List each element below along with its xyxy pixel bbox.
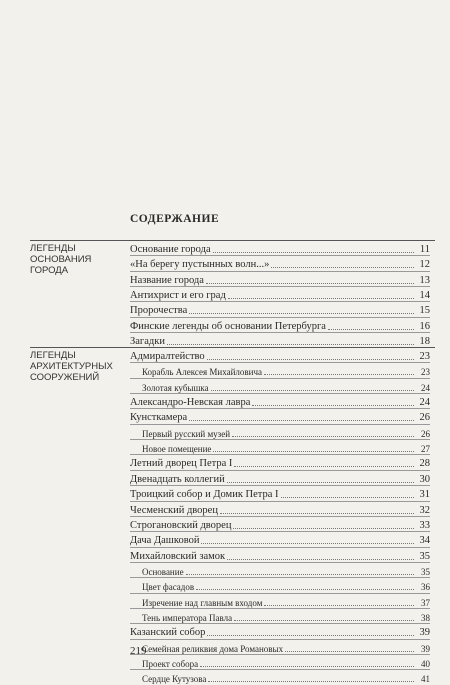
entry-title: Первый русский музей <box>142 428 231 439</box>
entry-page-number: 16 <box>419 320 430 332</box>
entry-page-number: 37 <box>421 597 430 608</box>
dot-leader <box>232 436 414 437</box>
entry-title: Золотая кубышка <box>142 382 209 393</box>
toc-subentry[interactable] <box>142 639 430 655</box>
entry-page-number: 40 <box>421 659 430 669</box>
section-label <box>30 243 120 276</box>
dot-leader <box>234 466 414 467</box>
dot-leader <box>211 390 414 391</box>
dot-leader <box>213 252 414 253</box>
page-title: СОДЕРЖАНИЕ <box>130 213 220 225</box>
dot-leader <box>220 513 414 514</box>
entry-page-number: 35 <box>421 566 430 577</box>
entry-page-number: 41 <box>421 674 430 685</box>
entry-page-number: 32 <box>419 504 430 516</box>
toc-entry[interactable] <box>130 501 430 517</box>
entry-page-number: 33 <box>419 519 430 531</box>
dot-leader <box>200 666 414 667</box>
toc-entry[interactable] <box>130 454 430 470</box>
entry-title: Финские легенды об основании Петербурга <box>130 320 326 332</box>
section-label-line: ОСНОВАНИЯ <box>30 254 92 265</box>
dot-leader <box>233 528 414 529</box>
entry-title: Кунсткамера <box>130 412 188 424</box>
entry-title: Сердце Кутузова <box>142 674 207 685</box>
toc-subentry[interactable] <box>142 669 430 685</box>
entry-title: Строгановский дворец <box>130 519 232 531</box>
toc-entry[interactable] <box>130 408 430 424</box>
dot-leader <box>264 605 414 606</box>
entry-page-number: 30 <box>419 473 430 485</box>
dot-leader <box>264 374 414 375</box>
entry-title: Антихрист и его град <box>130 290 226 302</box>
entry-title: Александро-Невская лавра <box>130 397 251 409</box>
entry-title: Троицкий собор и Домик Петра I <box>130 489 279 501</box>
dot-leader <box>227 482 414 483</box>
toc-subentry[interactable] <box>142 577 430 593</box>
page-number: 219 <box>130 645 147 657</box>
toc-entry[interactable] <box>130 240 430 256</box>
entry-title: Название города <box>130 274 204 286</box>
dot-leader <box>201 543 414 544</box>
entry-title: Летний дворец Петра I <box>130 458 233 470</box>
entry-title: Казанский собор <box>130 627 206 639</box>
entry-title: Проект собора <box>142 659 199 669</box>
dot-leader <box>328 329 414 330</box>
dot-leader <box>189 420 414 421</box>
toc-entry[interactable] <box>130 271 430 287</box>
dot-leader <box>271 267 414 268</box>
entry-title: Загадки <box>130 336 165 348</box>
entry-page-number: 28 <box>419 458 430 470</box>
toc-entry[interactable] <box>130 317 430 333</box>
entry-page-number: 26 <box>421 428 430 439</box>
entry-page-number: 34 <box>419 535 430 547</box>
toc-entry[interactable] <box>130 547 430 563</box>
dot-leader <box>252 405 414 406</box>
dot-leader <box>189 313 414 314</box>
toc-subentry[interactable] <box>142 608 430 624</box>
entry-title: Изречение над главным входом <box>142 597 263 608</box>
toc-entry[interactable] <box>130 485 430 501</box>
section-label-line: ЛЕГЕНДЫ <box>30 350 76 361</box>
dot-leader <box>206 283 414 284</box>
toc-entry[interactable] <box>130 255 430 271</box>
entry-page-number: 26 <box>419 412 430 424</box>
entry-page-number: 36 <box>421 582 430 593</box>
entry-page-number: 11 <box>419 244 430 255</box>
entry-page-number: 13 <box>419 274 430 286</box>
entry-page-number: 23 <box>421 367 430 378</box>
entry-page-number: 27 <box>421 444 430 455</box>
section-label-line: АРХИТЕКТУРНЫХ <box>30 361 113 372</box>
toc-subentry[interactable] <box>142 593 430 609</box>
entry-title: Михайловский замок <box>130 550 226 562</box>
entry-page-number: 31 <box>419 489 430 501</box>
dot-leader <box>167 344 414 345</box>
section-label-line: СООРУЖЕНИЙ <box>30 372 100 383</box>
toc-entry[interactable] <box>130 531 430 547</box>
toc-entry[interactable] <box>130 332 430 348</box>
dot-leader <box>234 620 414 621</box>
entry-title: Основание города <box>130 244 211 255</box>
entry-title: Семейная реликвия дома Романовых <box>142 643 284 654</box>
entry-page-number: 15 <box>419 305 430 317</box>
dot-leader <box>285 651 414 652</box>
entry-title: Основание <box>142 566 184 577</box>
toc-entry[interactable] <box>130 393 430 409</box>
dot-leader <box>213 451 414 452</box>
toc-entry[interactable] <box>130 516 430 532</box>
entry-page-number: 35 <box>419 550 430 562</box>
dot-leader <box>281 497 414 498</box>
entry-page-number: 39 <box>419 627 430 639</box>
entry-page-number: 12 <box>419 259 430 271</box>
toc-subentry[interactable] <box>142 424 430 440</box>
toc-entry[interactable] <box>130 623 430 639</box>
entry-title: Адмиралтейство <box>130 351 205 362</box>
entry-page-number: 38 <box>421 612 430 623</box>
entry-title: Двенадцать коллегий <box>130 473 225 485</box>
entry-title: Дача Дашковой <box>130 535 200 547</box>
entry-title: Цвет фасадов <box>142 582 195 593</box>
toc-subentry[interactable] <box>142 378 430 394</box>
entry-page-number: 39 <box>421 643 430 654</box>
entry-page-number: 18 <box>419 336 430 348</box>
entry-title: Пророчества <box>130 305 188 317</box>
dot-leader <box>228 298 414 299</box>
entry-page-number: 24 <box>419 397 430 409</box>
dot-leader <box>208 681 414 682</box>
dot-leader <box>196 589 414 590</box>
entry-title: «На берегу пустынных волн...» <box>130 259 270 271</box>
dot-leader <box>207 359 414 360</box>
entry-title: Тень императора Павла <box>142 612 233 623</box>
toc-subentry[interactable] <box>142 439 430 455</box>
entry-title: Новое помещение <box>142 444 212 455</box>
dot-leader <box>186 574 414 575</box>
toc-entry[interactable] <box>130 347 430 363</box>
toc-subentry[interactable] <box>142 654 430 670</box>
dot-leader <box>227 559 414 560</box>
entry-title: Чесменский дворец <box>130 504 218 516</box>
entry-page-number: 14 <box>419 290 430 302</box>
section-label-line: ЛЕГЕНДЫ <box>30 243 76 254</box>
dot-leader <box>207 635 414 636</box>
toc-entry[interactable] <box>130 301 430 317</box>
toc-subentry[interactable] <box>142 362 430 378</box>
entry-page-number: 24 <box>421 382 430 393</box>
section-label <box>30 350 120 383</box>
entry-page-number: 23 <box>419 351 430 362</box>
toc-subentry[interactable] <box>142 562 430 578</box>
entry-title: Корабль Алексея Михайловича <box>142 367 262 378</box>
toc-entry[interactable] <box>130 470 430 486</box>
section-label-line: ГОРОДА <box>30 265 69 276</box>
toc-entry[interactable] <box>130 286 430 302</box>
